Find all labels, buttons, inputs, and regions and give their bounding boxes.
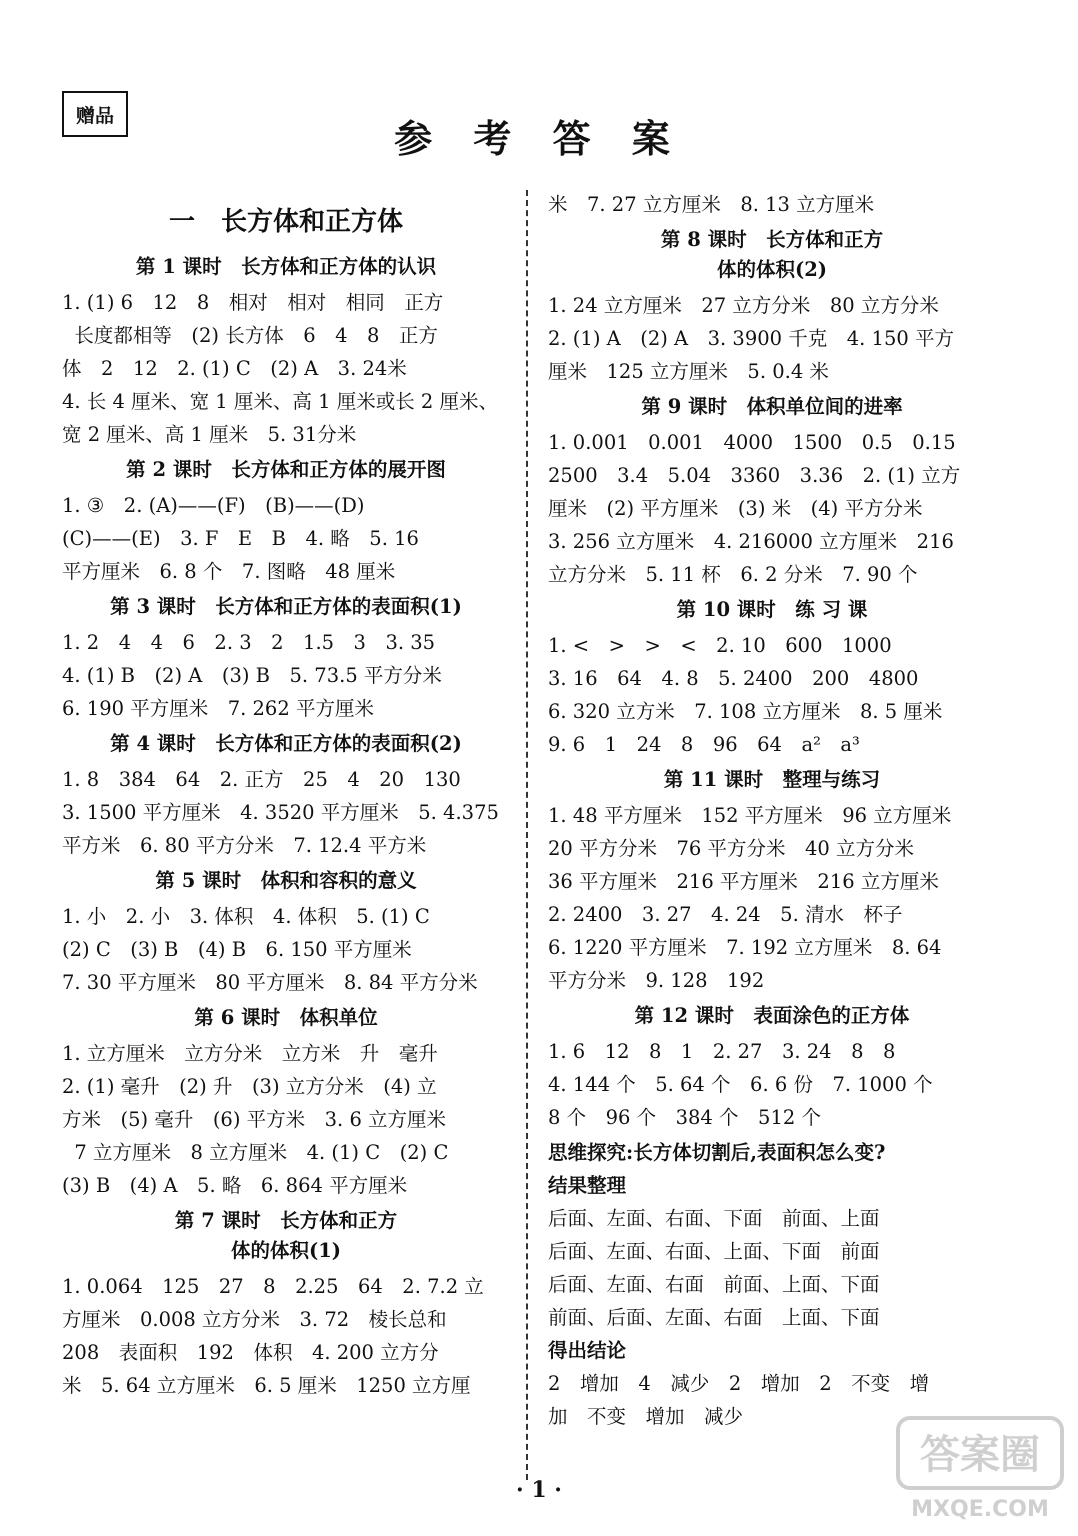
- answer-line: 4. (1) B (2) A (3) B 5. 73.5 平方分米: [62, 664, 442, 687]
- answer-line: 3. 1500 平方厘米 4. 3520 平方厘米 5. 4.375: [62, 801, 499, 824]
- answer-line: 2500 3.4 5.04 3360 3.36 2. (1) 立方: [548, 464, 961, 487]
- answer-line: 1. 0.064 125 27 8 2.25 64 2. 7.2 立: [62, 1275, 484, 1298]
- lesson-heading: 第 11 课时 整理与练习: [663, 768, 881, 791]
- answer-line: 后面、左面、右面、下面 前面、上面: [548, 1207, 880, 1230]
- answer-line: 平方厘米 6. 8 个 7. 图略 48 厘米: [62, 560, 396, 583]
- right-column: [548, 188, 996, 1433]
- answer-line: 208 表面积 192 体积 4. 200 立方分: [62, 1341, 439, 1364]
- lesson-heading: 第 5 课时 体积和容积的意义: [155, 869, 417, 892]
- page-number: · 1 ·: [516, 1477, 562, 1503]
- lesson-heading: 第 2 课时 长方体和正方体的展开图: [126, 458, 446, 481]
- answer-line: 1. ③ 2. (A)——(F) (B)——(D): [62, 494, 365, 517]
- answer-line: 3. 256 立方厘米 4. 216000 立方厘米 216: [548, 530, 954, 553]
- lesson-heading: 第 1 课时 长方体和正方体的认识: [135, 255, 437, 278]
- answer-line: 宽 2 厘米、高 1 厘米 5. 31分米: [62, 423, 357, 446]
- answer-line: 体 2 12 2. (1) C (2) A 3. 24米: [62, 357, 407, 380]
- answer-line: 1. 24 立方厘米 27 立方分米 80 立方分米: [548, 294, 939, 317]
- answer-line: 2. (1) A (2) A 3. 3900 千克 4. 150 平方: [548, 327, 954, 350]
- answer-line: (C)——(E) 3. F E B 4. 略 5. 16: [62, 527, 419, 550]
- lesson-heading: 第 4 课时 长方体和正方体的表面积(2): [110, 732, 462, 755]
- answer-line: 3. 16 64 4. 8 5. 2400 200 4800: [548, 667, 919, 690]
- conclusion-heading: 得出结论: [548, 1339, 627, 1362]
- answer-line: 1. 2 4 4 6 2. 3 2 1.5 3 3. 35: [62, 631, 436, 654]
- answer-line: 1. < > > < 2. 10 600 1000: [548, 634, 892, 657]
- answer-line: 4. 144 个 5. 64 个 6. 6 份 7. 1000 个: [548, 1073, 933, 1096]
- answer-line: 1. 6 12 8 1 2. 27 3. 24 8 8: [548, 1040, 896, 1063]
- answer-line: 2 增加 4 减少 2 增加 2 不变 增: [548, 1372, 930, 1395]
- chapter-heading: 一 长方体和正方体: [168, 207, 403, 237]
- answer-line: 6. 1220 平方厘米 7. 192 立方厘米 8. 64: [548, 936, 942, 959]
- answer-line: 前面、后面、左面、右面 上面、下面: [548, 1306, 880, 1329]
- answer-line: (2) C (3) B (4) B 6. 150 平方厘米: [62, 938, 412, 961]
- answer-line: 加 不变 增加 减少: [548, 1405, 744, 1428]
- answer-line: 平方分米 9. 128 192: [548, 969, 765, 992]
- answer-line: 6. 320 立方米 7. 108 立方厘米 8. 5 厘米: [548, 700, 943, 723]
- gift-label: 赠品: [62, 91, 128, 137]
- answer-line: 米 7. 27 立方厘米 8. 13 立方厘米: [548, 193, 875, 216]
- answer-line: 7. 30 平方厘米 80 平方厘米 8. 84 平方分米: [62, 971, 478, 994]
- answer-line: 后面、左面、右面、上面、下面 前面: [548, 1240, 880, 1263]
- result-lines: [548, 1202, 996, 1334]
- svg-text:答案圈: 答案圈: [920, 1432, 1040, 1478]
- lesson-heading: 第 6 课时 体积单位: [194, 1006, 378, 1029]
- lesson-heading-continued: 体的体积(2): [716, 258, 828, 281]
- explore-heading: 思维探究:长方体切割后,表面积怎么变?: [548, 1141, 886, 1164]
- answer-line: 厘米 (2) 平方厘米 (3) 米 (4) 平方分米: [548, 497, 923, 520]
- answer-line: 20 平方分米 76 平方分米 40 立方分米: [548, 837, 915, 860]
- answer-line: 方米 (5) 毫升 (6) 平方米 3. 6 立方厘米: [62, 1108, 447, 1131]
- right-sections: [548, 225, 996, 1134]
- lesson-heading-continued: 体的体积(1): [230, 1239, 342, 1262]
- answer-line: 6. 190 平方厘米 7. 262 平方厘米: [62, 697, 374, 720]
- result-heading: 结果整理: [548, 1174, 627, 1197]
- lesson-heading: 第 12 课时 表面涂色的正方体: [634, 1004, 910, 1027]
- answer-line: 1. 48 平方厘米 152 平方厘米 96 立方厘米: [548, 804, 952, 827]
- right-top-lines: [548, 188, 996, 221]
- answer-line: 立方分米 5. 11 杯 6. 2 分米 7. 90 个: [548, 563, 918, 586]
- answer-line: 1. 小 2. 小 3. 体积 4. 体积 5. (1) C: [62, 905, 430, 928]
- answer-line: 2. 2400 3. 27 4. 24 5. 清水 杯子: [548, 903, 903, 926]
- answer-line: 后面、左面、右面 前面、上面、下面: [548, 1273, 880, 1296]
- lesson-heading: 第 8 课时 长方体和正方: [660, 228, 884, 251]
- answer-line: 平方米 6. 80 平方分米 7. 12.4 平方米: [62, 834, 427, 857]
- answer-line: (3) B (4) A 5. 略 6. 864 平方厘米: [62, 1174, 408, 1197]
- answer-line: 8 个 96 个 384 个 512 个: [548, 1106, 821, 1129]
- watermark-logo: [892, 1412, 1068, 1528]
- answer-line: 9. 6 1 24 8 96 64 a² a³: [548, 733, 860, 756]
- answer-line: 方厘米 0.008 立方分米 3. 72 棱长总和: [62, 1308, 447, 1331]
- answer-line: 4. 长 4 厘米、宽 1 厘米、高 1 厘米或长 2 厘米、: [62, 390, 499, 413]
- svg-text:MXQE.COM: MXQE.COM: [911, 1497, 1049, 1522]
- answer-line: 1. 0.001 0.001 4000 1500 0.5 0.15: [548, 431, 956, 454]
- left-sections: [62, 252, 510, 1402]
- lesson-heading: 第 9 课时 体积单位间的进率: [641, 395, 903, 418]
- answer-line: 7 立方厘米 8 立方厘米 4. (1) C (2) C: [62, 1141, 449, 1164]
- lesson-heading: 第 10 课时 练 习 课: [676, 598, 868, 621]
- answer-line: 1. 8 384 64 2. 正方 25 4 20 130: [62, 768, 461, 791]
- answer-line: 1. 立方厘米 立方分米 立方米 升 毫升: [62, 1042, 438, 1065]
- left-column: [62, 188, 510, 1402]
- answer-line: 36 平方厘米 216 平方厘米 216 立方厘米: [548, 870, 939, 893]
- answer-line: 米 5. 64 立方厘米 6. 5 厘米 1250 立方厘: [62, 1374, 471, 1397]
- answer-line: 1. (1) 6 12 8 相对 相对 相同 正方: [62, 291, 444, 314]
- column-divider: [526, 190, 528, 1480]
- lesson-heading: 第 7 课时 长方体和正方: [174, 1209, 398, 1232]
- lesson-heading: 第 3 课时 长方体和正方体的表面积(1): [110, 595, 462, 618]
- page-title: 参 考 答 案: [394, 116, 684, 161]
- answer-line: 厘米 125 立方厘米 5. 0.4 米: [548, 360, 829, 383]
- answer-line: 2. (1) 毫升 (2) 升 (3) 立方分米 (4) 立: [62, 1075, 437, 1098]
- answer-line: 长度都相等 (2) 长方体 6 4 8 正方: [62, 324, 438, 347]
